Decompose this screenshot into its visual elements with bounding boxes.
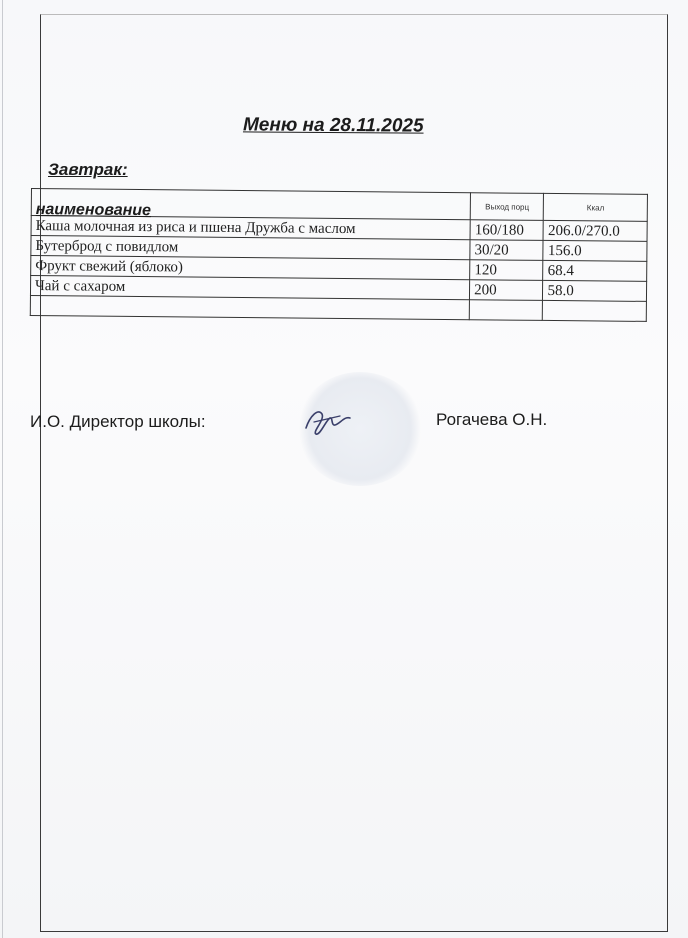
row-name xyxy=(30,295,469,319)
row-yield: 200 xyxy=(470,280,544,301)
row-kcal: 156.0 xyxy=(543,240,647,261)
row-kcal: 68.4 xyxy=(543,260,647,281)
row-name: Каша молочная из риса и пшена Дружба с маслом xyxy=(31,216,470,240)
signatory-role: И.О. Директор школы: xyxy=(30,412,206,431)
row-kcal: 58.0 xyxy=(543,280,647,301)
row-kcal xyxy=(543,300,647,321)
row-yield: 30/20 xyxy=(470,240,544,261)
row-kcal: 206.0/270.0 xyxy=(543,220,647,241)
header-name: наименование xyxy=(31,189,470,220)
row-yield: 160/180 xyxy=(470,220,544,241)
signatory-name: Рогачева О.Н. xyxy=(436,410,548,429)
page-edge xyxy=(2,0,3,938)
row-yield: 120 xyxy=(470,260,544,281)
header-kcal: Ккал xyxy=(544,193,648,221)
row-name: Фрукт свежий (яблоко) xyxy=(31,256,470,280)
table-header-row xyxy=(31,189,647,222)
row-name: Бутерброд с повидлом xyxy=(31,236,470,260)
row-yield xyxy=(469,300,543,321)
menu-table xyxy=(30,188,648,322)
row-name: Чай с сахаром xyxy=(30,276,469,300)
signature-mark xyxy=(300,398,360,442)
header-yield: Выход порц xyxy=(470,193,544,221)
menu-title: Меню на 28.11.2025 xyxy=(242,114,424,137)
meal-heading: Завтрак: xyxy=(48,160,128,179)
